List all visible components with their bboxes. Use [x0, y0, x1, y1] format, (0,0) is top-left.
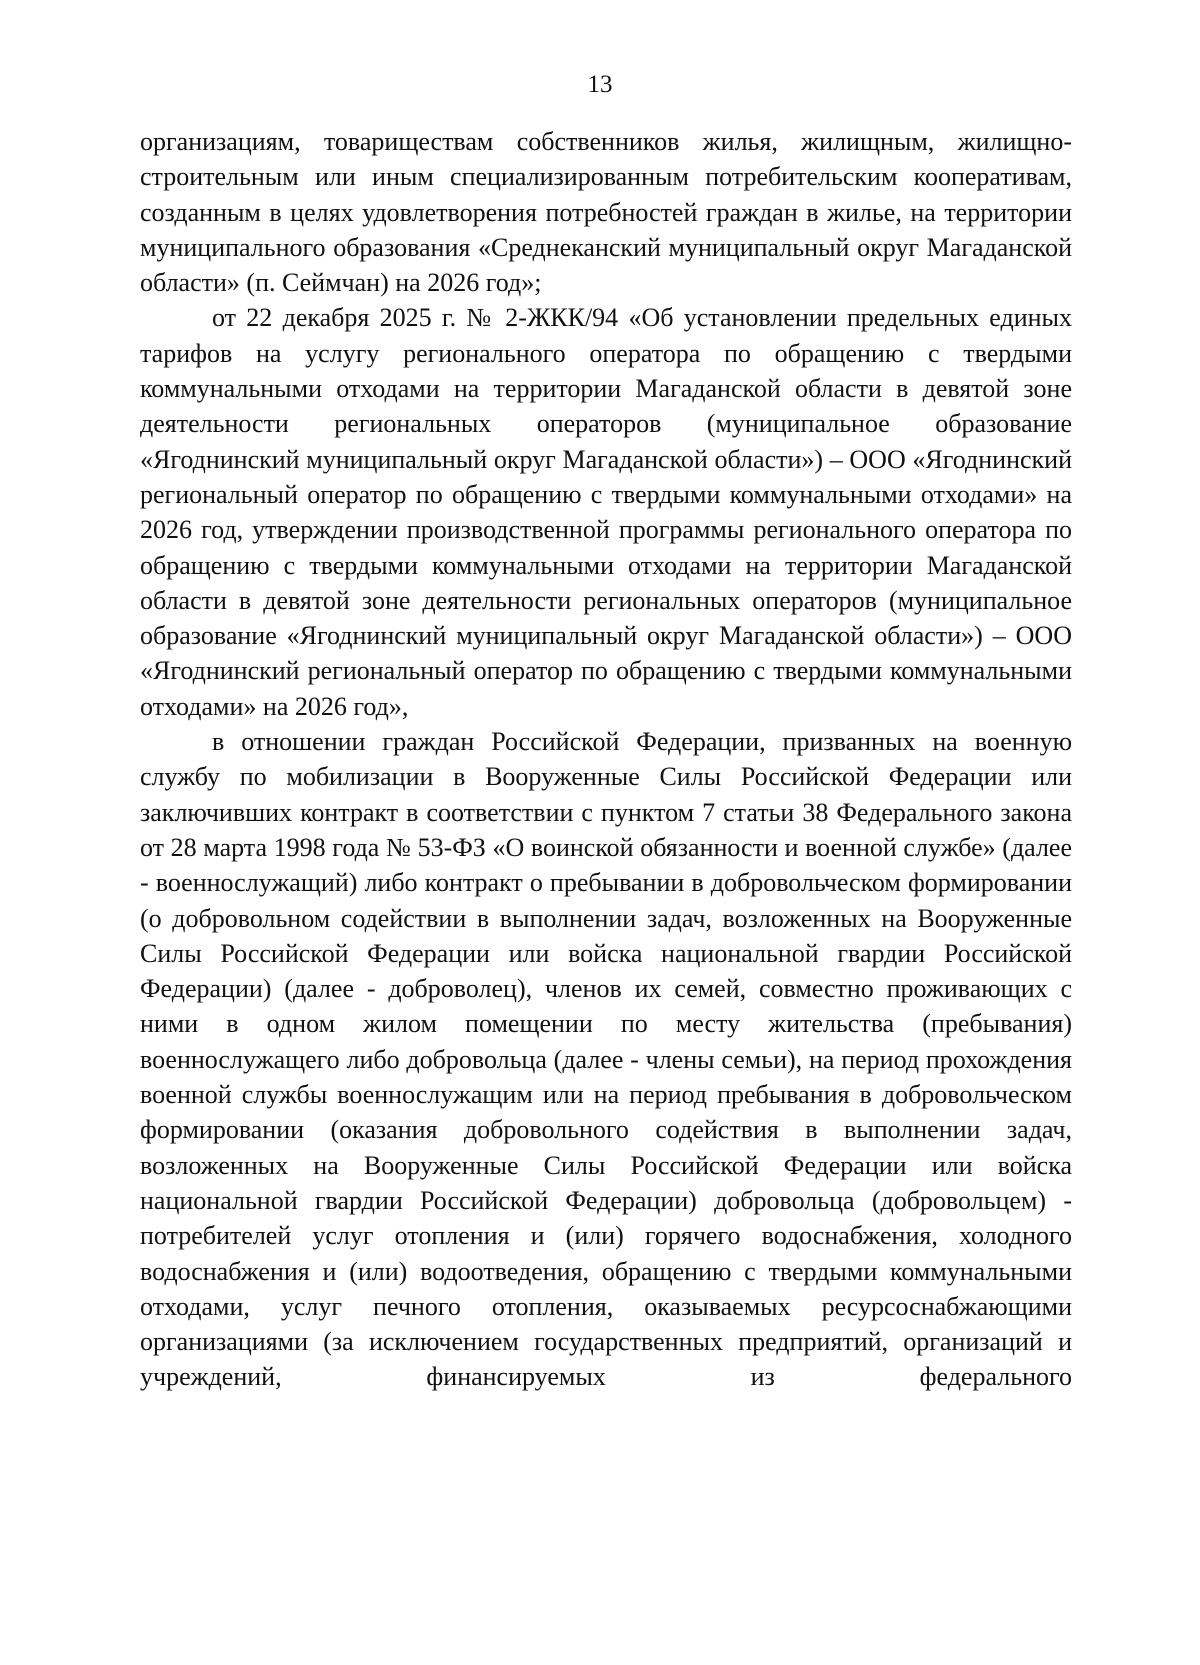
paragraph-continuation: организациям, товариществам собственников жилья, жилищным, жилищно-строительным или иным специализированным потребительским кооперативам, созданным в целях удовлетворения потребностей граждан в жилье, на территории муниципального образования «Среднеканский муниципальный округ Магаданской области» (п. Сеймчан) на 2026 год»; [140, 127, 1072, 298]
paragraph-beneficiaries: в отношении граждан Российской Федерации, призванных на военную службу по мобилизации в Вооруженные Силы Российской Федерации или заключивших контракт в соответствии с пунктом 7 статьи 38 Федерального закона от 28 марта 1998 года № 53-ФЗ «О воинской обязанности и военной службе» (далее - военнослужащий) либо контракт о пребывании в добровольческом формировании (о добровольном содействии в выполнении задач, возложенных на Вооруженные Силы Российской Федерации или войска национальной гвардии Российской Федерации) (далее - доброволец), членов их семей, совместно проживающих с ними в одном жилом помещении по месту жительства (пребывания) военнослужащего либо добровольца (далее - члены семьи), на период прохождения военной службы военнослужащим или на период пребывания в добровольческом формировании (оказания добровольного содействия в выполнении задач, возложенных на Вооруженные Силы Российской Федерации или войска национальной гвардии Российской Федерации) добровольца (добровольцем) - потребителей услуг отопления и (или) горячего водоснабжения, холодного водоснабжения и (или) водоотведения, обращению с твердыми коммунальными отходами, услуг печного отопления, оказываемых ресурсоснабжающими организациями (за исключением государственных предприятий, организаций и учреждений, финансируемых из федерального [140, 727, 1072, 1392]
document-body [140, 124, 1072, 1395]
paragraph-decree-reference: от 22 декабря 2025 г. № 2-ЖКК/94 «Об установлении предельных единых тарифов на услугу регионального оператора по обращению с твердыми коммунальными отходами на территории Магаданской области в девятой зоне деятельности региональных операторов (муниципальное образование «Ягоднинский муниципальный округ Магаданской области») – ООО «Ягоднинский региональный оператор по обращению с твердыми коммунальными отходами» на 2026 год, утверждении производственной программы регионального оператора по обращению с твердыми коммунальными отходами на территории Магаданской области в девятой зоне деятельности региональных операторов (муниципальное образование «Ягоднинский муниципальный округ Магаданской области») – ООО «Ягоднинский региональный оператор по обращению с твердыми коммунальными отходами» на 2026 год», [140, 303, 1072, 721]
page-number: 13 [587, 71, 613, 98]
